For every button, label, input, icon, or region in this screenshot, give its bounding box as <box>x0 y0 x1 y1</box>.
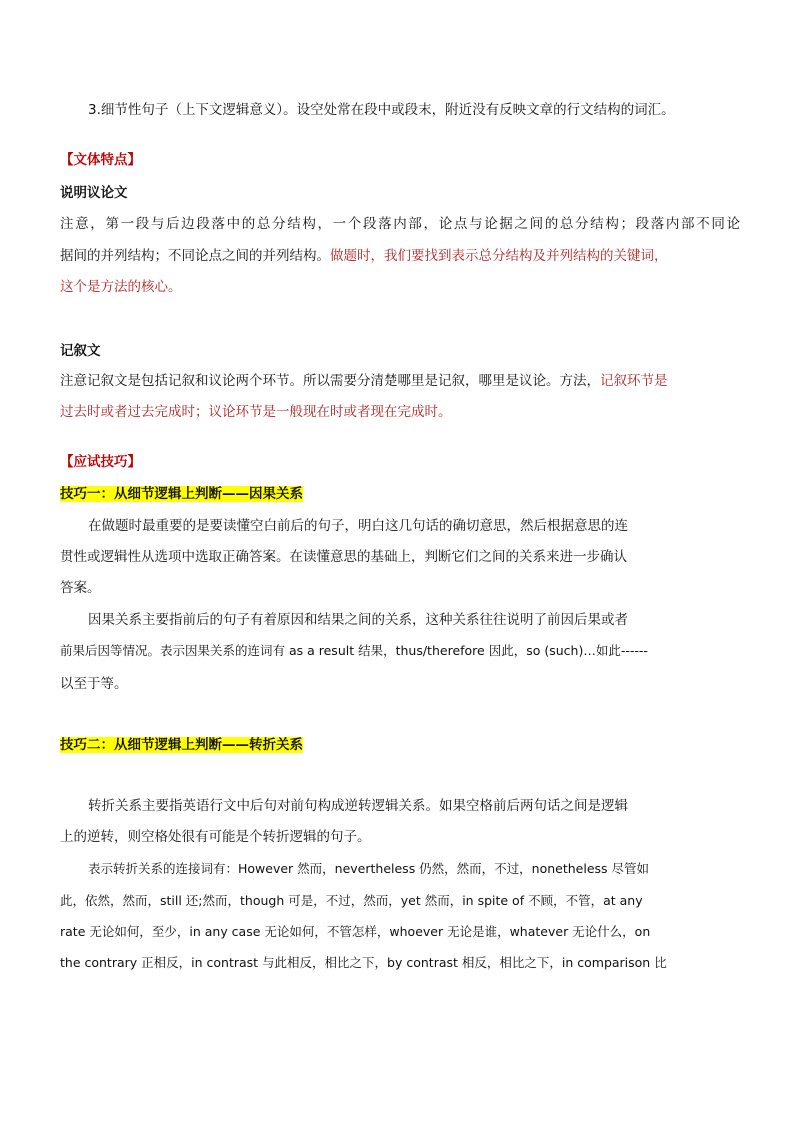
tip1-p2-line-3: 以至于等。 <box>60 676 128 692</box>
expository-line-1: 注意，第一段与后边段落中的总分结构，一个段落内部，论点与论据之间的总分结构；段落内部不同论 <box>60 216 740 232</box>
narrative-title: 记叙文 <box>60 343 101 359</box>
tip2-p1-line-2: 上的逆转，则空格处很有可能是个转折逻辑的句子。 <box>60 829 371 845</box>
tip2-p2-line-1: 表示转折关系的连接词有：However 然而，nevertheless 仍然，然而，不过，nonetheless 尽管如 <box>88 861 650 876</box>
narrative-line-2: 过去时或者过去完成时；议论环节是一般现在时或者现在完成时。 <box>60 404 452 420</box>
tip2-p2-line-2: 此，依然，然而，still 还;然而，though 可是，不过，然而，yet 然而，in spite of 不顾，不管，at any <box>60 893 643 908</box>
expository-line-3: 这个是方法的核心。 <box>60 279 182 295</box>
style-section-heading: 【文体特点】 <box>60 152 141 168</box>
narrative-line-1-plain: 注意记叙文是包括记叙和议论两个环节。所以需要分清楚哪里是记叙，哪里是议论。方法， <box>60 373 600 389</box>
expository-line-2-plain: 据间的并列结构；不同论点之间的并列结构。 <box>60 248 330 264</box>
tip2-p1-line-1: 转折关系主要指英语行文中后句对前句构成逆转逻辑关系。如果空格前后两句话之间是逻辑 <box>88 798 628 814</box>
tip1-p2-line-2: 前果后因等情况。表示因果关系的连词有 as a result 结果，thus/therefore 因此，so (such)…如此------ <box>60 643 648 658</box>
narrative-line-1-red: 记叙环节是 <box>600 373 668 389</box>
tips-section-heading: 【应试技巧】 <box>60 454 141 470</box>
tip1-p1-line-3: 答案。 <box>60 580 101 596</box>
tip1-p1-line-2: 贯性或逻辑性从选项中选取正确答案。在读懂意思的基础上，判断它们之间的关系来进一步确认 <box>60 549 627 565</box>
expository-line-2 <box>60 246 740 266</box>
tip1-p1-line-1: 在做题时最重要的是要读懂空白前后的句子，明白这几句话的确切意思，然后根据意思的连 <box>88 518 628 534</box>
intro-point-3: 3.细节性句子（上下文逻辑意义）。设空处常在段中或段末，附近没有反映文章的行文结构的词汇。 <box>88 102 675 118</box>
tip1-title: 技巧一：从细节逻辑上判断——因果关系 <box>60 486 303 502</box>
expository-title: 说明议论文 <box>60 185 128 201</box>
tip1-p2-line-1: 因果关系主要指前后的句子有着原因和结果之间的关系，这种关系往往说明了前因后果或者 <box>88 612 628 628</box>
expository-line-2-red: 做题时，我们要找到表示总分结构及并列结构的关键词， <box>330 248 668 264</box>
tip2-p2-line-3: rate 无论如何，至少，in any case 无论如何，不管怎样，whoever 无论是谁，whatever 无论什么，on <box>60 924 651 939</box>
tip2-p2-line-4: the contrary 正相反，in contrast 与此相反，相比之下，by contrast 相反，相比之下，in comparison 比 <box>60 955 667 970</box>
tip1-title-row <box>60 484 740 504</box>
tip2-title-row <box>60 735 740 755</box>
narrative-line-1 <box>60 371 740 391</box>
tip2-title: 技巧二：从细节逻辑上判断——转折关系 <box>60 737 303 753</box>
